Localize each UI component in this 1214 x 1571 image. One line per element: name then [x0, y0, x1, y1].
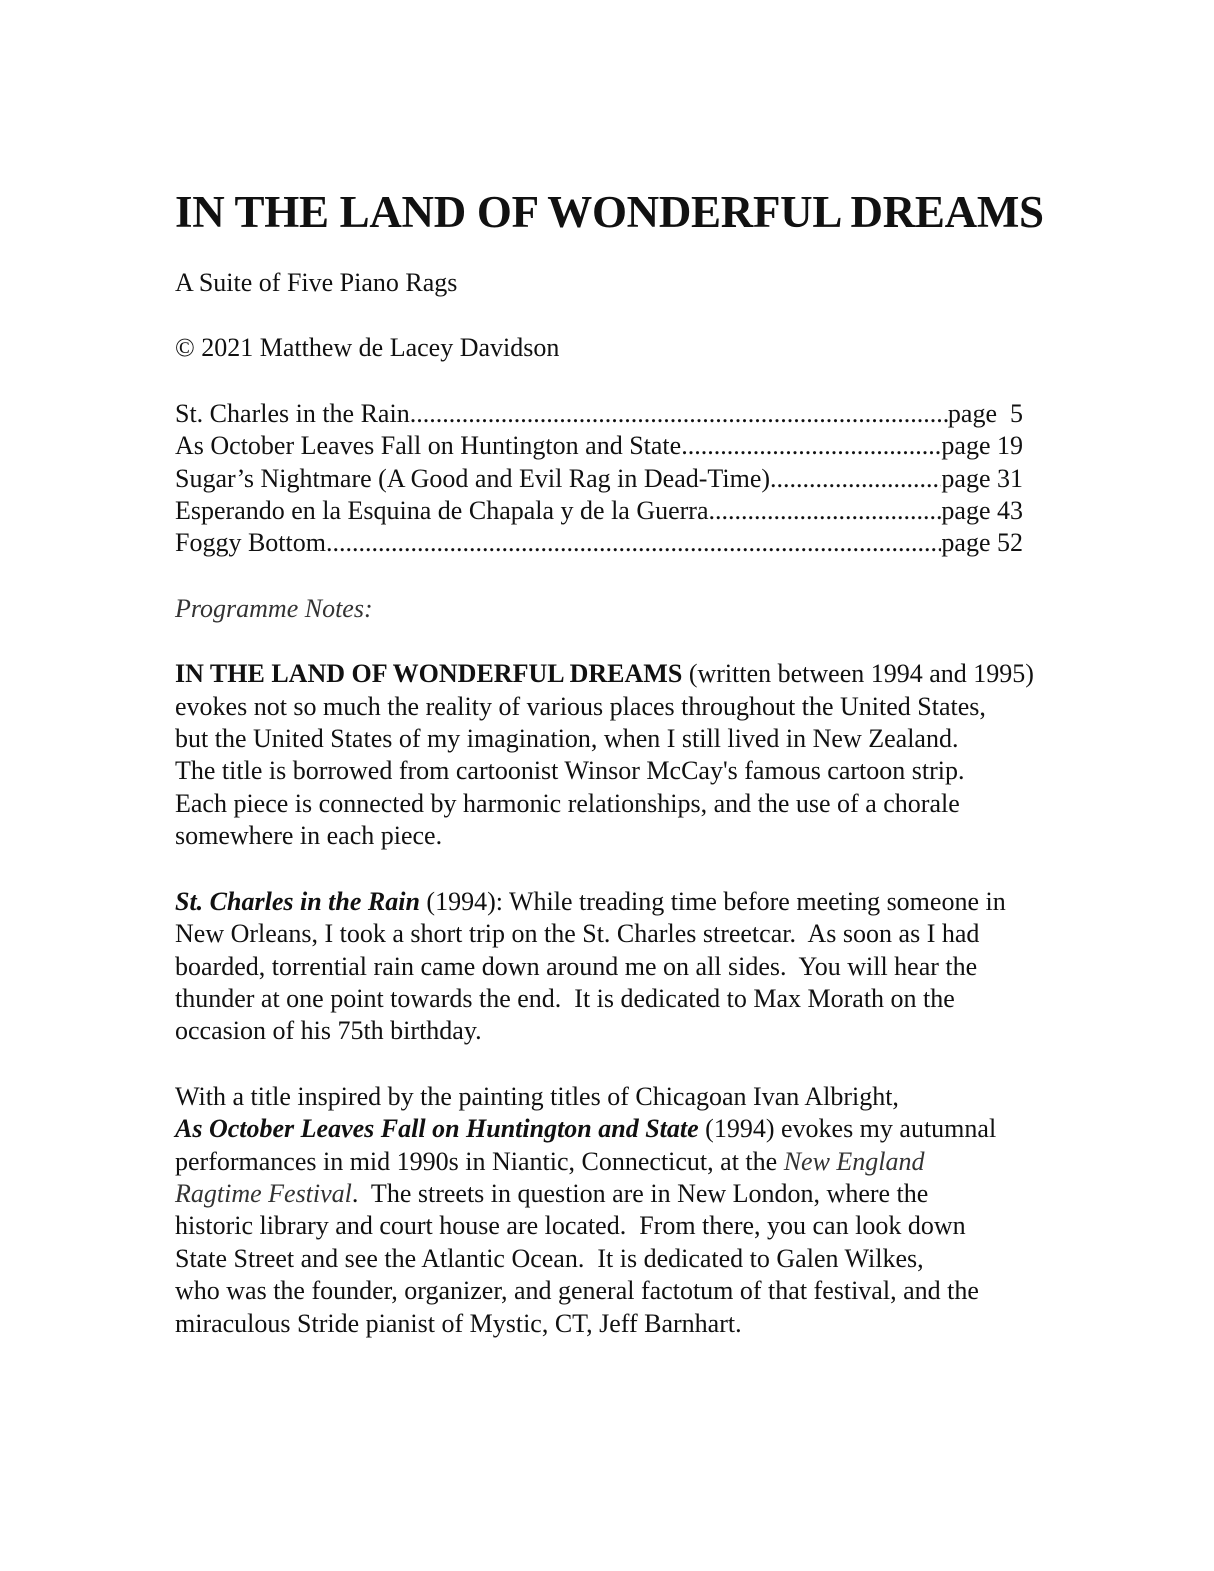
toc-leader-dots	[681, 430, 941, 462]
toc-entry-page: page 19	[941, 431, 1023, 461]
paragraph-line: New Orleans, I took a short trip on the St. Charles streetcar. As soon as I had	[175, 919, 980, 949]
paragraph-line: evokes not so much the reality of various places throughout the United States,	[175, 691, 986, 721]
paragraph-line	[175, 1146, 1115, 1178]
document-title: IN THE LAND OF WONDERFUL DREAMS	[175, 187, 1044, 237]
paragraph-line: miraculous Stride pianist of Mystic, CT, Jeff Barnhart.	[175, 1308, 742, 1338]
paragraph-line	[175, 1178, 1115, 1210]
paragraph-line	[175, 658, 1115, 690]
toc-entry-title: As October Leaves Fall on Huntington and State	[175, 431, 682, 461]
paragraph-text: performances in mid 1990s in Niantic, Connecticut, at the	[175, 1146, 784, 1176]
paragraph-line: thunder at one point towards the end. It is dedicated to Max Morath on the	[175, 983, 955, 1013]
note-paragraph-st-charles	[175, 886, 1115, 1048]
paragraph-text: (1994): While treading time before meeting someone in	[419, 886, 1006, 916]
toc-entry	[175, 463, 1023, 495]
suite-title-bold: IN THE LAND OF WONDERFUL DREAMS	[175, 659, 683, 689]
piece-title-bold-italic: St. Charles in the Rain	[175, 886, 420, 916]
note-paragraph-october-leaves	[175, 1081, 1115, 1340]
table-of-contents	[175, 398, 1115, 560]
toc-entry	[175, 398, 1023, 430]
paragraph-line	[175, 886, 1115, 918]
paragraph-line: historic library and court house are located. From there, you can look down	[175, 1211, 966, 1241]
toc-entry-page: page 52	[941, 528, 1023, 558]
toc-leader-dots	[709, 495, 942, 527]
paragraph-line: With a title inspired by the painting titles of Chicagoan Ivan Albright,	[175, 1081, 899, 1111]
toc-leader-dots	[410, 398, 948, 430]
paragraph-line: State Street and see the Atlantic Ocean. It is dedicated to Galen Wilkes,	[175, 1243, 924, 1273]
toc-entry	[175, 430, 1023, 462]
paragraph-text: (1994) evokes my autumnal	[698, 1114, 997, 1144]
copyright-notice: © 2021 Matthew de Lacey Davidson	[175, 333, 560, 363]
toc-entry-page: page 5	[947, 398, 1023, 428]
paragraph-line: but the United States of my imagination, when I still lived in New Zealand.	[175, 724, 959, 754]
paragraph-line: somewhere in each piece.	[175, 821, 443, 851]
toc-entry-title: Sugar’s Nightmare (A Good and Evil Rag in Dead-Time)	[175, 463, 771, 493]
paragraph-text: (written between 1994 and 1995)	[682, 659, 1034, 689]
toc-entry	[175, 495, 1023, 527]
toc-entry-title: St. Charles in the Rain	[175, 398, 410, 428]
paragraph-line: who was the founder, organizer, and general factotum of that festival, and the	[175, 1276, 979, 1306]
toc-entry-page: page 31	[941, 463, 1023, 493]
paragraph-line	[175, 1113, 1115, 1145]
programme-notes-heading: Programme Notes:	[175, 593, 373, 623]
paragraph-line: The title is borrowed from cartoonist Winsor McCay's famous cartoon strip.	[175, 756, 965, 786]
paragraph-line: Each piece is connected by harmonic relationships, and the use of a chorale	[175, 788, 960, 818]
toc-entry	[175, 527, 1023, 559]
piece-title-bold-italic: As October Leaves Fall on Huntington and State	[175, 1114, 699, 1144]
paragraph-line: boarded, torrential rain came down around me on all sides. You will hear the	[175, 951, 978, 981]
toc-leader-dots	[770, 463, 941, 495]
toc-entry-title: Esperando en la Esquina de Chapala y de la Guerra	[175, 496, 709, 526]
toc-entry-title: Foggy Bottom	[175, 528, 326, 558]
paragraph-text: . The streets in question are in New London, where the	[351, 1178, 929, 1208]
festival-name-italic: Ragtime Festival	[175, 1178, 352, 1208]
document-page	[175, 180, 1115, 1340]
toc-leader-dots	[326, 527, 941, 559]
document-subtitle: A Suite of Five Piano Rags	[175, 268, 458, 297]
paragraph-line: occasion of his 75th birthday.	[175, 1016, 482, 1046]
toc-entry-page: page 43	[941, 496, 1023, 526]
festival-name-italic: New England	[783, 1146, 925, 1176]
note-paragraph-suite	[175, 658, 1115, 852]
